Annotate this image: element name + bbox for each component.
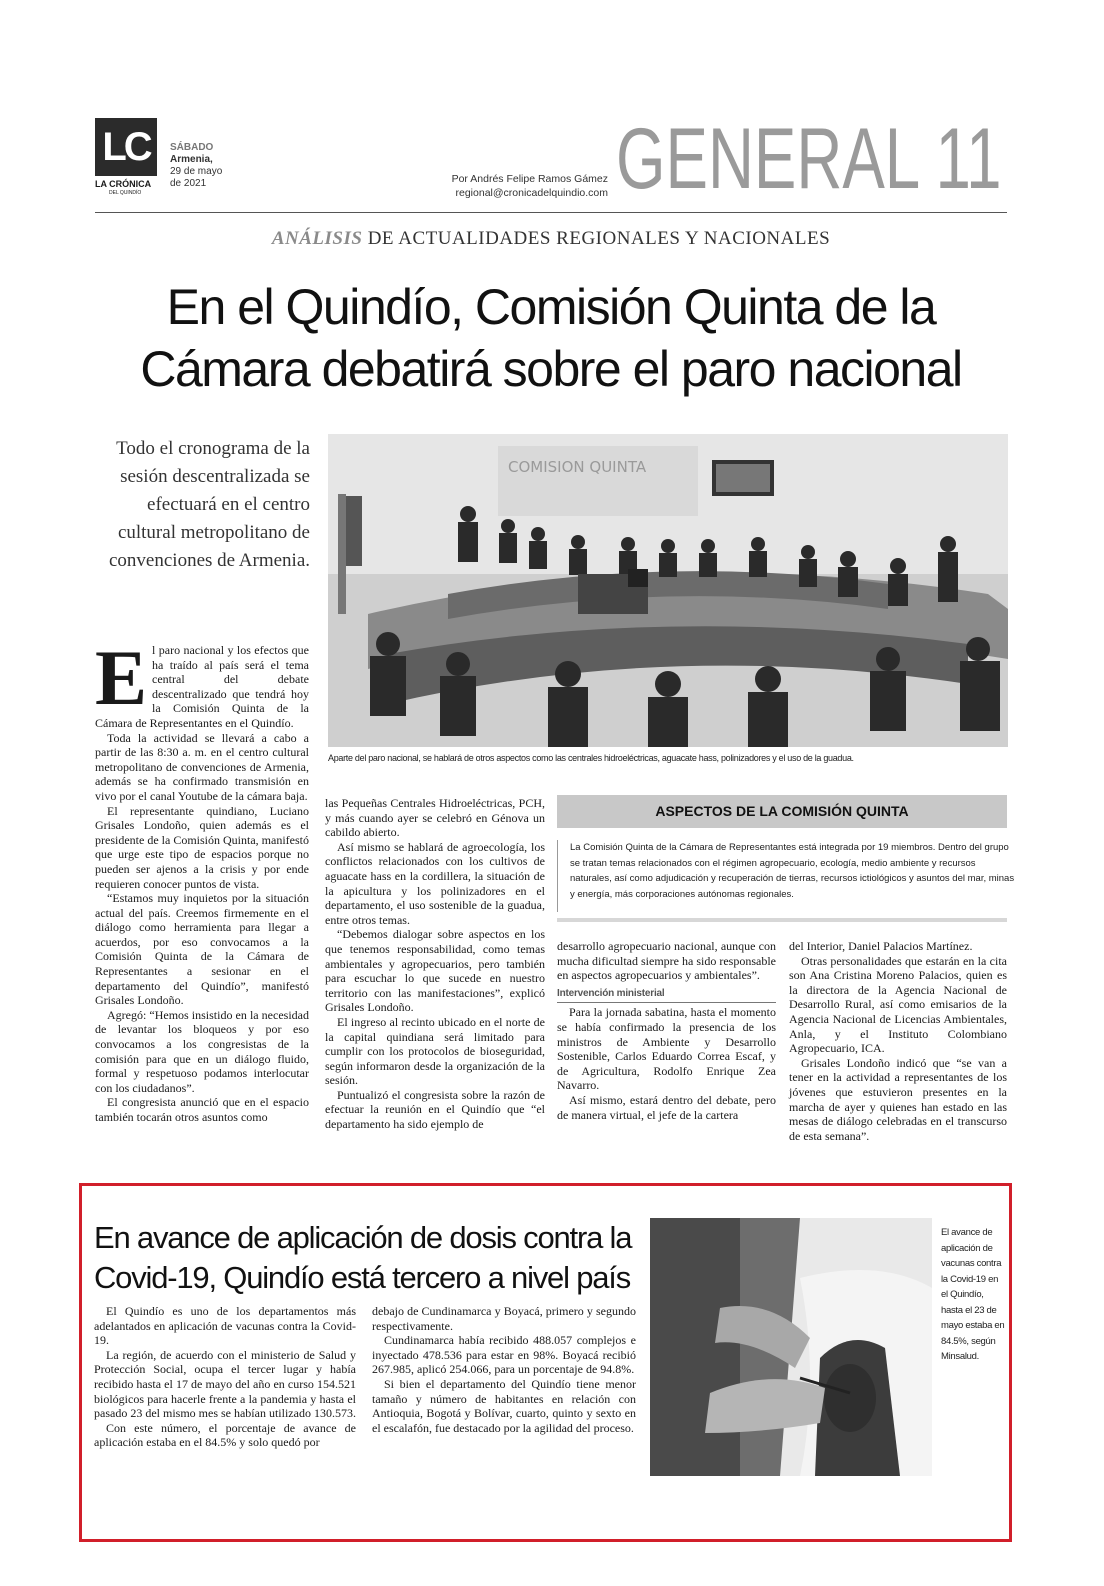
vaccine-column-2 [372, 1304, 636, 1435]
paragraph: La región, de acuerdo con el ministerio de Salud y Protección Social, ocupa el tercer lugar y había recibido hasta el 17 de mayo del año en curso 154.521 biológicos para hacerle frente a la pandemia y hasta el pasado 23 del mismo mes se habían utilizado 130.573. [94, 1347, 356, 1421]
weekday: SÁBADO [170, 142, 214, 153]
sidebar-title: ASPECTOS DE LA COMISIÓN QUINTA [557, 795, 1007, 828]
subhead: Todo el cronograma de la sesión descentralizada se efectuará en el centro cultural metropolitano de convenciones de Armenia. [108, 438, 310, 571]
vaccination-photo [650, 1218, 932, 1476]
vaccination-photo-caption: El avance de aplicación de vacunas contra la Covid-19 en el Quindío, hasta el 23 de mayo estaba en 84.5%, según Minsalud. [941, 1227, 1005, 1362]
paragraph: debajo de Cundinamarca y Boyacá, primero y segundo respectivamente. [372, 1304, 636, 1333]
logo-name: LA CRÓNICA [95, 179, 152, 189]
paragraph: “Estamos muy inquietos por la situación actual del país. Creemos firmemente en el diálogo como herramienta para llegar a acuerdos, por eso convocamos a la Comisión Quinta de la Cámara de Representantes a sesionar en el departamento del Quindío”, manifestó Grisales Londoño. [95, 891, 309, 1008]
header-rule [95, 212, 1007, 213]
paragraph: Con este número, el porcentaje de avance de aplicación estaba en el 84.5% y solo quedó por [94, 1420, 356, 1450]
paragraph: El ingreso al recinto ubicado en el norte de la capital quindiana será limitado para cumplir con los protocolos de bioseguridad, según informaron desde la organización de la sesión. [325, 1014, 545, 1088]
paragraph: “Debemos dialogar sobre aspectos en los que tenemos responsabilidad, como temas ambientales y agropecuarios, pero también para escuchar lo que sucede en nuestro territorio con las manifestaciones”, explicó Grisales Londoño. [325, 927, 545, 1015]
kicker-rest: DE ACTUALIDADES REGIONALES Y NACIONALES [362, 228, 831, 249]
byline-email: regional@cronicadelquindio.com [455, 187, 608, 199]
paragraph: Otras personalidades que estarán en la cita son Ana Cristina Moreno Palacios, quien es la directora de la Agencia Nacional de Desarrollo Rural, así como emisarios de la Agencia Nacional de Licencias Ambientales, Anla, y el Instituto Colombiano Agropecuario, ICA. [789, 953, 1007, 1056]
paragraph: Para la jornada sabatina, hasta el momento se había confirmado la presencia de los ministros de Ambiente y Desarrollo Sostenible, Carlos Eduardo Correa Escaf, y de Agricultura, Rodolfo Enrique Zea Navarro. [557, 1005, 776, 1093]
byline [400, 172, 608, 200]
paragraph: Agregó: “Hemos insistido en la necesidad de levantar los bloqueos y por eso convocamos a los congresistas de la comisión para que en un diálogo fluido, formal y respetuoso podamos interlocutar con los ciudadanos”. [95, 1007, 309, 1095]
byline-author: Por Andrés Felipe Ramos Gámez [451, 173, 608, 185]
paragraph: El representante quindiano, Luciano Grisales Londoño, quien además es el presidente de la Comisión Quinta, manifestó que urge este tipo de espacios porque no pueden ser ajenos a la crisis y por ende requieren conocer puntos de vista. [95, 803, 309, 891]
newspaper-logo: LC [95, 118, 157, 176]
vaccine-headline-line-1: En avance de aplicación de dosis contra la [94, 1220, 632, 1255]
sidebar-body: La Comisión Quinta de la Cámara de Representantes está integrada por 19 miembros. Dentro del grupo se tratan temas relacionados con el régimen agropecuario, ecología, medio ambiente y recursos naturales, así como adjudicación y recuperación de tierras, recursos ictiológicos y asuntos del mar, minas y energía, más corporaciones autónomas regionales. [557, 840, 1015, 912]
date-block [170, 142, 222, 190]
paragraph: Si bien el departamento del Quindío tiene menor tamaño y número de habitantes en relación con Antioquia, Bogotá y Bolívar, cuarto, quinto y sexto en el escalafón, fue destacado por la agilidad del proceso. [372, 1376, 636, 1435]
session-photo [328, 434, 1008, 747]
vaccine-column-1 [94, 1304, 356, 1450]
paragraph: Toda la actividad se llevará a cabo a partir de las 8:30 a. m. en el centro cultural metropolitano de convenciones de Armenia, además se ha confirmado transmisión en vivo por el canal Youtube de la cámara baja. [95, 730, 309, 803]
photo-wall-sign: COMISION QUINTA [508, 458, 647, 476]
sidebar-bottom-rule [557, 918, 1007, 922]
date-line-2: de 2021 [170, 178, 207, 189]
paragraph-text: l paro nacional y los efectos que ha traído al país será el tema central del debate descentralizado que tendrá hoy la Comisión Quinta de la Cámara de Representantes en el Quindío. [95, 643, 309, 730]
vaccine-headline-line-2: Covid-19, Quindío está tercero a nivel país [94, 1260, 630, 1295]
paragraph: Así mismo, estará dentro del debate, pero de manera virtual, el jefe de la cartera [557, 1092, 776, 1122]
city: Armenia, [170, 154, 213, 165]
vaccine-headline [94, 1218, 654, 1298]
kicker [95, 228, 1007, 250]
paragraph: del Interior, Daniel Palacios Martínez. [789, 939, 973, 953]
main-headline [95, 276, 1007, 400]
paragraph: Cundinamarca había recibido 488.057 complejos e inyectado 478.536 para estar en 98%. Boyacá recibió 267.985, aplicó 254.066, para un porcentaje de 94.8%. [372, 1333, 636, 1377]
session-photo-illustration [328, 434, 1008, 747]
article-column-2 [325, 796, 545, 1132]
paragraph: Puntualizó el congresista sobre la razón de efectuar la reunión en el Quindío que “el departamento ha sido ejemplo de [325, 1087, 545, 1132]
article-column-4 [789, 939, 1007, 1143]
vaccination-photo-illustration [650, 1218, 932, 1476]
article-column-3 [557, 939, 776, 1122]
drop-cap: E [95, 634, 148, 721]
kicker-strong: ANÁLISIS [271, 228, 363, 249]
headline-line-2: Cámara debatirá sobre el paro nacional [140, 341, 962, 397]
paragraph: El Quindío es uno de los departamentos más adelantados en aplicación de vacunas contra la Covid-19. [94, 1304, 356, 1348]
headline-line-1: En el Quindío, Comisión Quinta de la [166, 279, 936, 335]
paragraph: Así mismo se hablará de agroecología, los conflictos relacionados con los cultivos de aguacate hass en la cordillera, la situación de la apicultura y los polinizadores en el departamento, el uso sostenible de la guadua, entre otros temas. [325, 839, 545, 927]
date-line-1: 29 de mayo [170, 166, 223, 177]
section-title: GENERAL 11 [616, 111, 1002, 207]
paragraph [95, 634, 309, 731]
logo-subtitle: DEL QUINDÍO [109, 190, 142, 196]
paragraph: desarrollo agropecuario nacional, aunque con mucha dificultad siempre ha sido responsable en aspectos agropecuarios y ambientales”. [557, 939, 776, 983]
photo-caption: Aparte del paro nacional, se hablará de otros aspectos como las centrales hidroeléctricas, aguacate hass, polinizadores y el uso de la guadua. [328, 753, 854, 763]
paragraph: Grisales Londoño indicó que “se van a tener en la actividad a representantes de los jóvenes que estuvieron presentes en la marcha de ayer y quienes han estado en las mesas de diálogo celebradas en el transcurso de esta semana”. [789, 1055, 1007, 1143]
article-column-1 [95, 634, 309, 1125]
paragraph: las Pequeñas Centrales Hidroeléctricas, PCH, y más cuando ayer se celebró en Génova un cabildo abierto. [325, 796, 545, 840]
paragraph: El congresista anunció que en el espacio también tocarán otros asuntos como [95, 1095, 309, 1124]
section-subtitle: Intervención ministerial [557, 987, 776, 1004]
